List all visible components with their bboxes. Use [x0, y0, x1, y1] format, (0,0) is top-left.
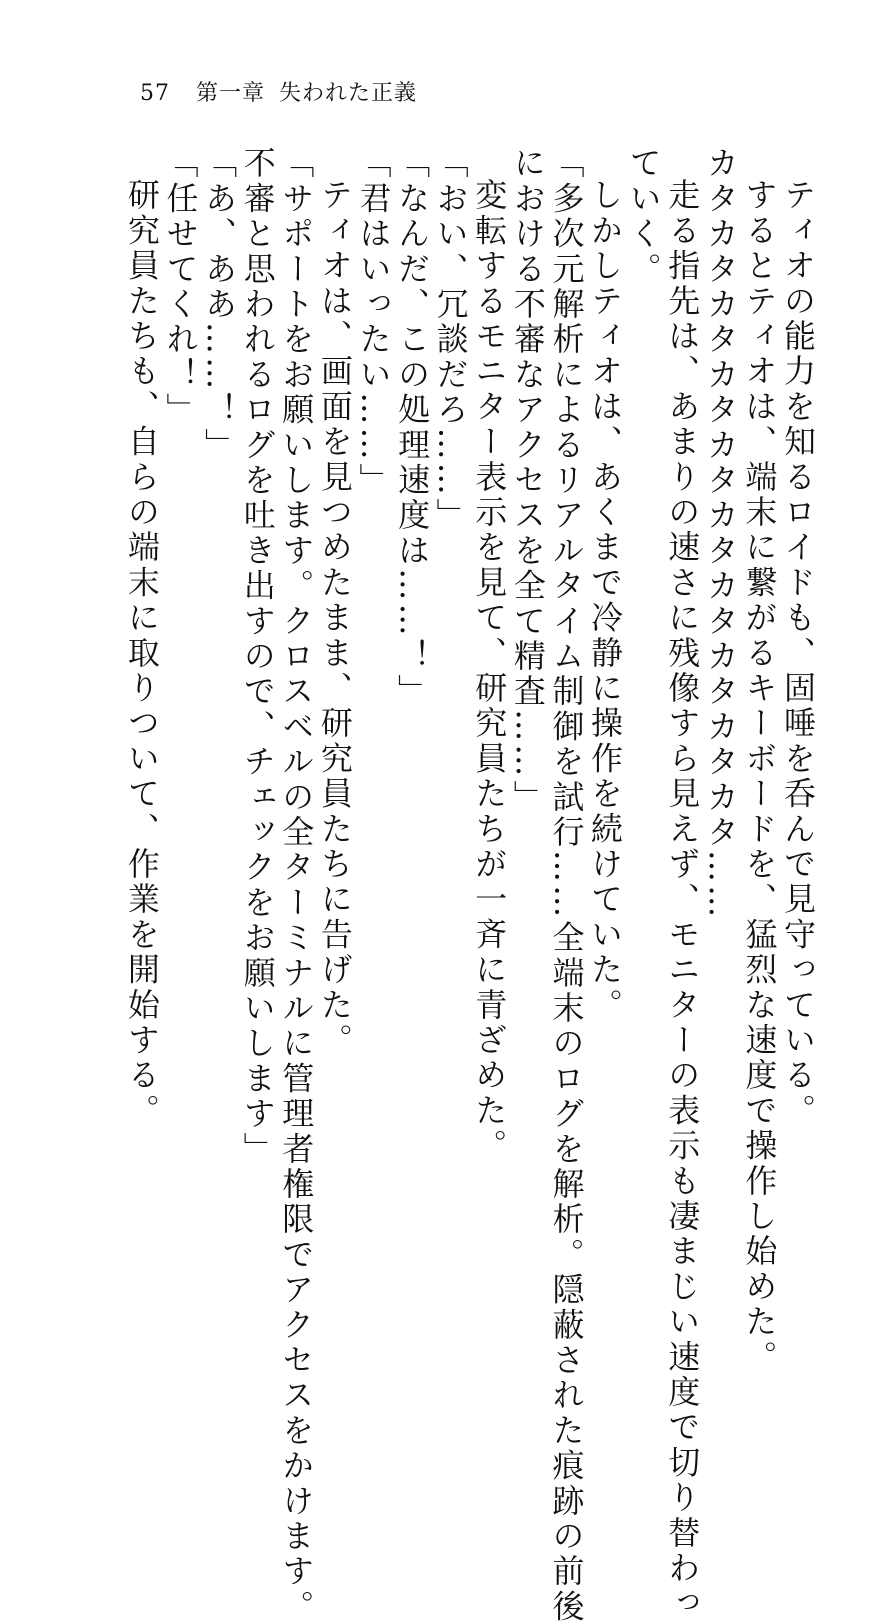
- text-line: 走る指先は、あまりの速さに残像すら見えず、モニターの表示も凄まじい速度で切り替わっ: [663, 178, 702, 1622]
- page-header: [140, 76, 417, 107]
- text-line: 「君はいったい……」: [354, 146, 393, 498]
- text-line: しかしティオは、あくまで冷静に操作を続けていた。: [586, 178, 625, 1023]
- chapter-label: 第一章: [196, 81, 266, 106]
- text-line: するとティオは、端末に繋がるキーボードを、猛烈な速度で操作し始めた。: [740, 178, 779, 1375]
- text-line: 変転するモニター表示を見て、研究員たちが一斉に青ざめた。: [470, 178, 509, 1164]
- text-line: 「おい、冗談だろ……」: [431, 146, 470, 534]
- chapter-title: 失われた正義: [279, 81, 418, 106]
- text-line: における不審なアクセスを全て精査……」: [508, 146, 547, 815]
- text-line: ティオは、画面を見つめたまま、研究員たちに告げた。: [315, 178, 354, 1058]
- text-line: 「なんだ、この処理速度は……！」: [393, 146, 432, 710]
- text-line: カタカタカタカタカタカタカタカタカタカタ……: [701, 146, 740, 921]
- page-number: 57: [140, 81, 170, 106]
- text-line: ティオの能力を知るロイドも、固唾を呑んで見守っている。: [779, 178, 817, 1129]
- text-line: 「多次元解析によるリアルタイム制御を試行……全端末のログを解析。隠蔽された痕跡の前後: [547, 146, 586, 1624]
- text-line: 「任せてくれ！」: [161, 146, 200, 428]
- text-line: 研究員たちも、自らの端末に取りついて、作業を開始する。: [122, 178, 161, 1129]
- text-line: ていく。: [624, 146, 663, 287]
- text-line: 不審と思われるログを吐き出すので、チェックをお願いします」: [238, 146, 277, 1167]
- vertical-body-text: [122, 146, 817, 1624]
- text-line: 「サポートをお願いします。クロスベルの全ターミナルに管理者権限でアクセスをかけます。: [277, 146, 316, 1624]
- text-line: 「あ、ああ……！」: [200, 146, 239, 463]
